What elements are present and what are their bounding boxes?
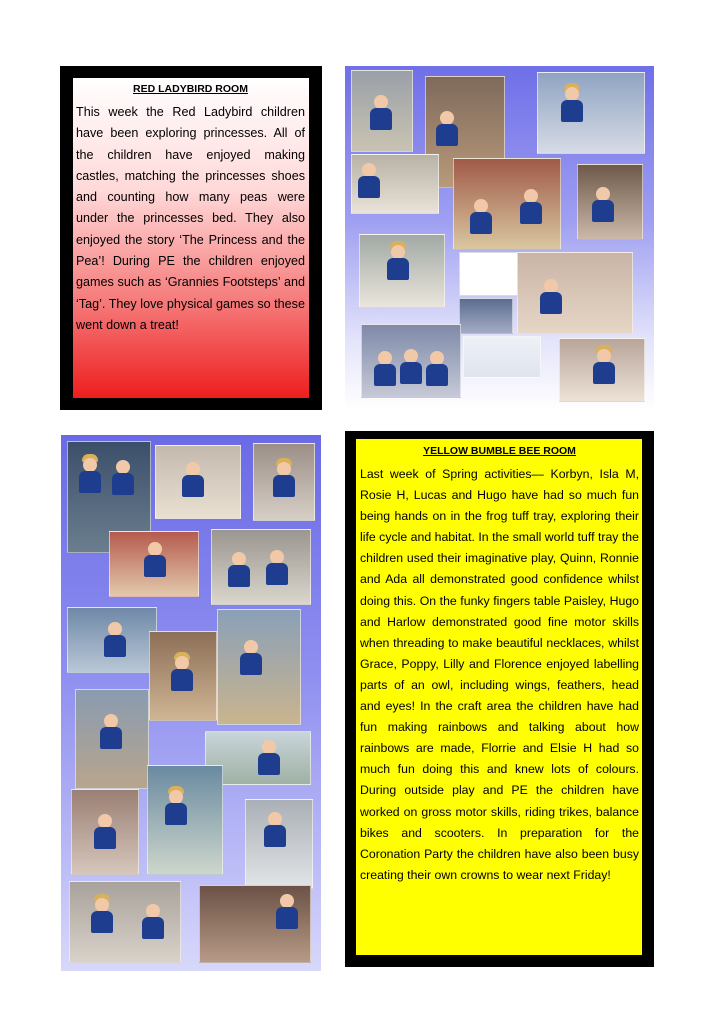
collage-photo bbox=[253, 443, 315, 521]
yellow-bumble-bee-text: Last week of Spring activities— Korbyn, Isla M, Rosie H, Lucas and Hugo have had so much fun being hands on in the frog tuff tray, exploring their life cycle and habitat. In the small world tuff tray the children used their imaginative play, Quinn, Ronnie and Ada all demonstrated good confidence whilst doing this. On the funky fingers table Paisley, Hugo and Harlow demonstrated good fine motor skills when threading to make beautiful necklaces, whilst Grace, Poppy, Lilly and Florence enjoyed labelling parts of an owl, including wings, feathers, head and eyes! In the craft area the children have had fun making rainbows and talking about how rainbows are made, Florrie and Elsie H had so much fun doing this and knew lots of colours. During outside play and PE the children have worked on gross motor skills, riding trikes, balance bikes and scooters. In preparation for the Coronation Party the children have also been busy creating their own crowns to wear next Friday! bbox=[360, 467, 639, 882]
yellow-bumble-bee-panel-inner bbox=[356, 439, 642, 955]
red-ladybird-title: RED LADYBIRD ROOM bbox=[133, 83, 248, 95]
collage-photo bbox=[517, 252, 633, 334]
red-ladybird-photo-collage bbox=[345, 66, 654, 410]
collage-photo bbox=[453, 158, 561, 250]
collage-photo bbox=[459, 298, 513, 334]
collage-photo bbox=[149, 631, 217, 721]
red-ladybird-panel bbox=[60, 66, 322, 410]
collage-photo bbox=[537, 72, 645, 154]
collage-photo bbox=[211, 529, 311, 605]
collage-photo bbox=[463, 336, 541, 378]
collage-photo bbox=[69, 881, 181, 963]
red-ladybird-text: This week the Red Ladybird children have been exploring princesses. All of the children have enjoyed making castles, matching the princesses shoes and counting how many peas were under the princesses bed. They also enjoyed the story ‘The Princess and the Pea’! During PE the children enjoyed games such as ‘Grannies Footsteps’ and ‘Tag’. They love physical games so these went down a treat! bbox=[76, 105, 305, 332]
yellow-bumble-bee-title: YELLOW BUMBLE BEE ROOM bbox=[423, 445, 576, 457]
collage-photo bbox=[155, 445, 241, 519]
yellow-bumble-bee-photo-collage bbox=[61, 435, 321, 971]
collage-photo bbox=[75, 689, 149, 789]
collage-photo bbox=[217, 609, 301, 725]
collage-photo bbox=[351, 154, 439, 214]
collage-photo bbox=[559, 338, 645, 402]
collage-photo bbox=[109, 531, 199, 597]
collage-photo bbox=[199, 885, 311, 963]
collage-photo bbox=[361, 324, 461, 398]
collage-photo bbox=[67, 607, 157, 673]
yellow-bumble-bee-panel bbox=[345, 431, 654, 967]
collage-photo bbox=[359, 234, 445, 308]
collage-photo bbox=[351, 70, 413, 152]
collage-photo bbox=[147, 765, 223, 875]
collage-photo bbox=[71, 789, 139, 875]
red-ladybird-panel-inner bbox=[73, 78, 309, 398]
collage-photo bbox=[577, 164, 643, 240]
collage-photo bbox=[245, 799, 313, 889]
